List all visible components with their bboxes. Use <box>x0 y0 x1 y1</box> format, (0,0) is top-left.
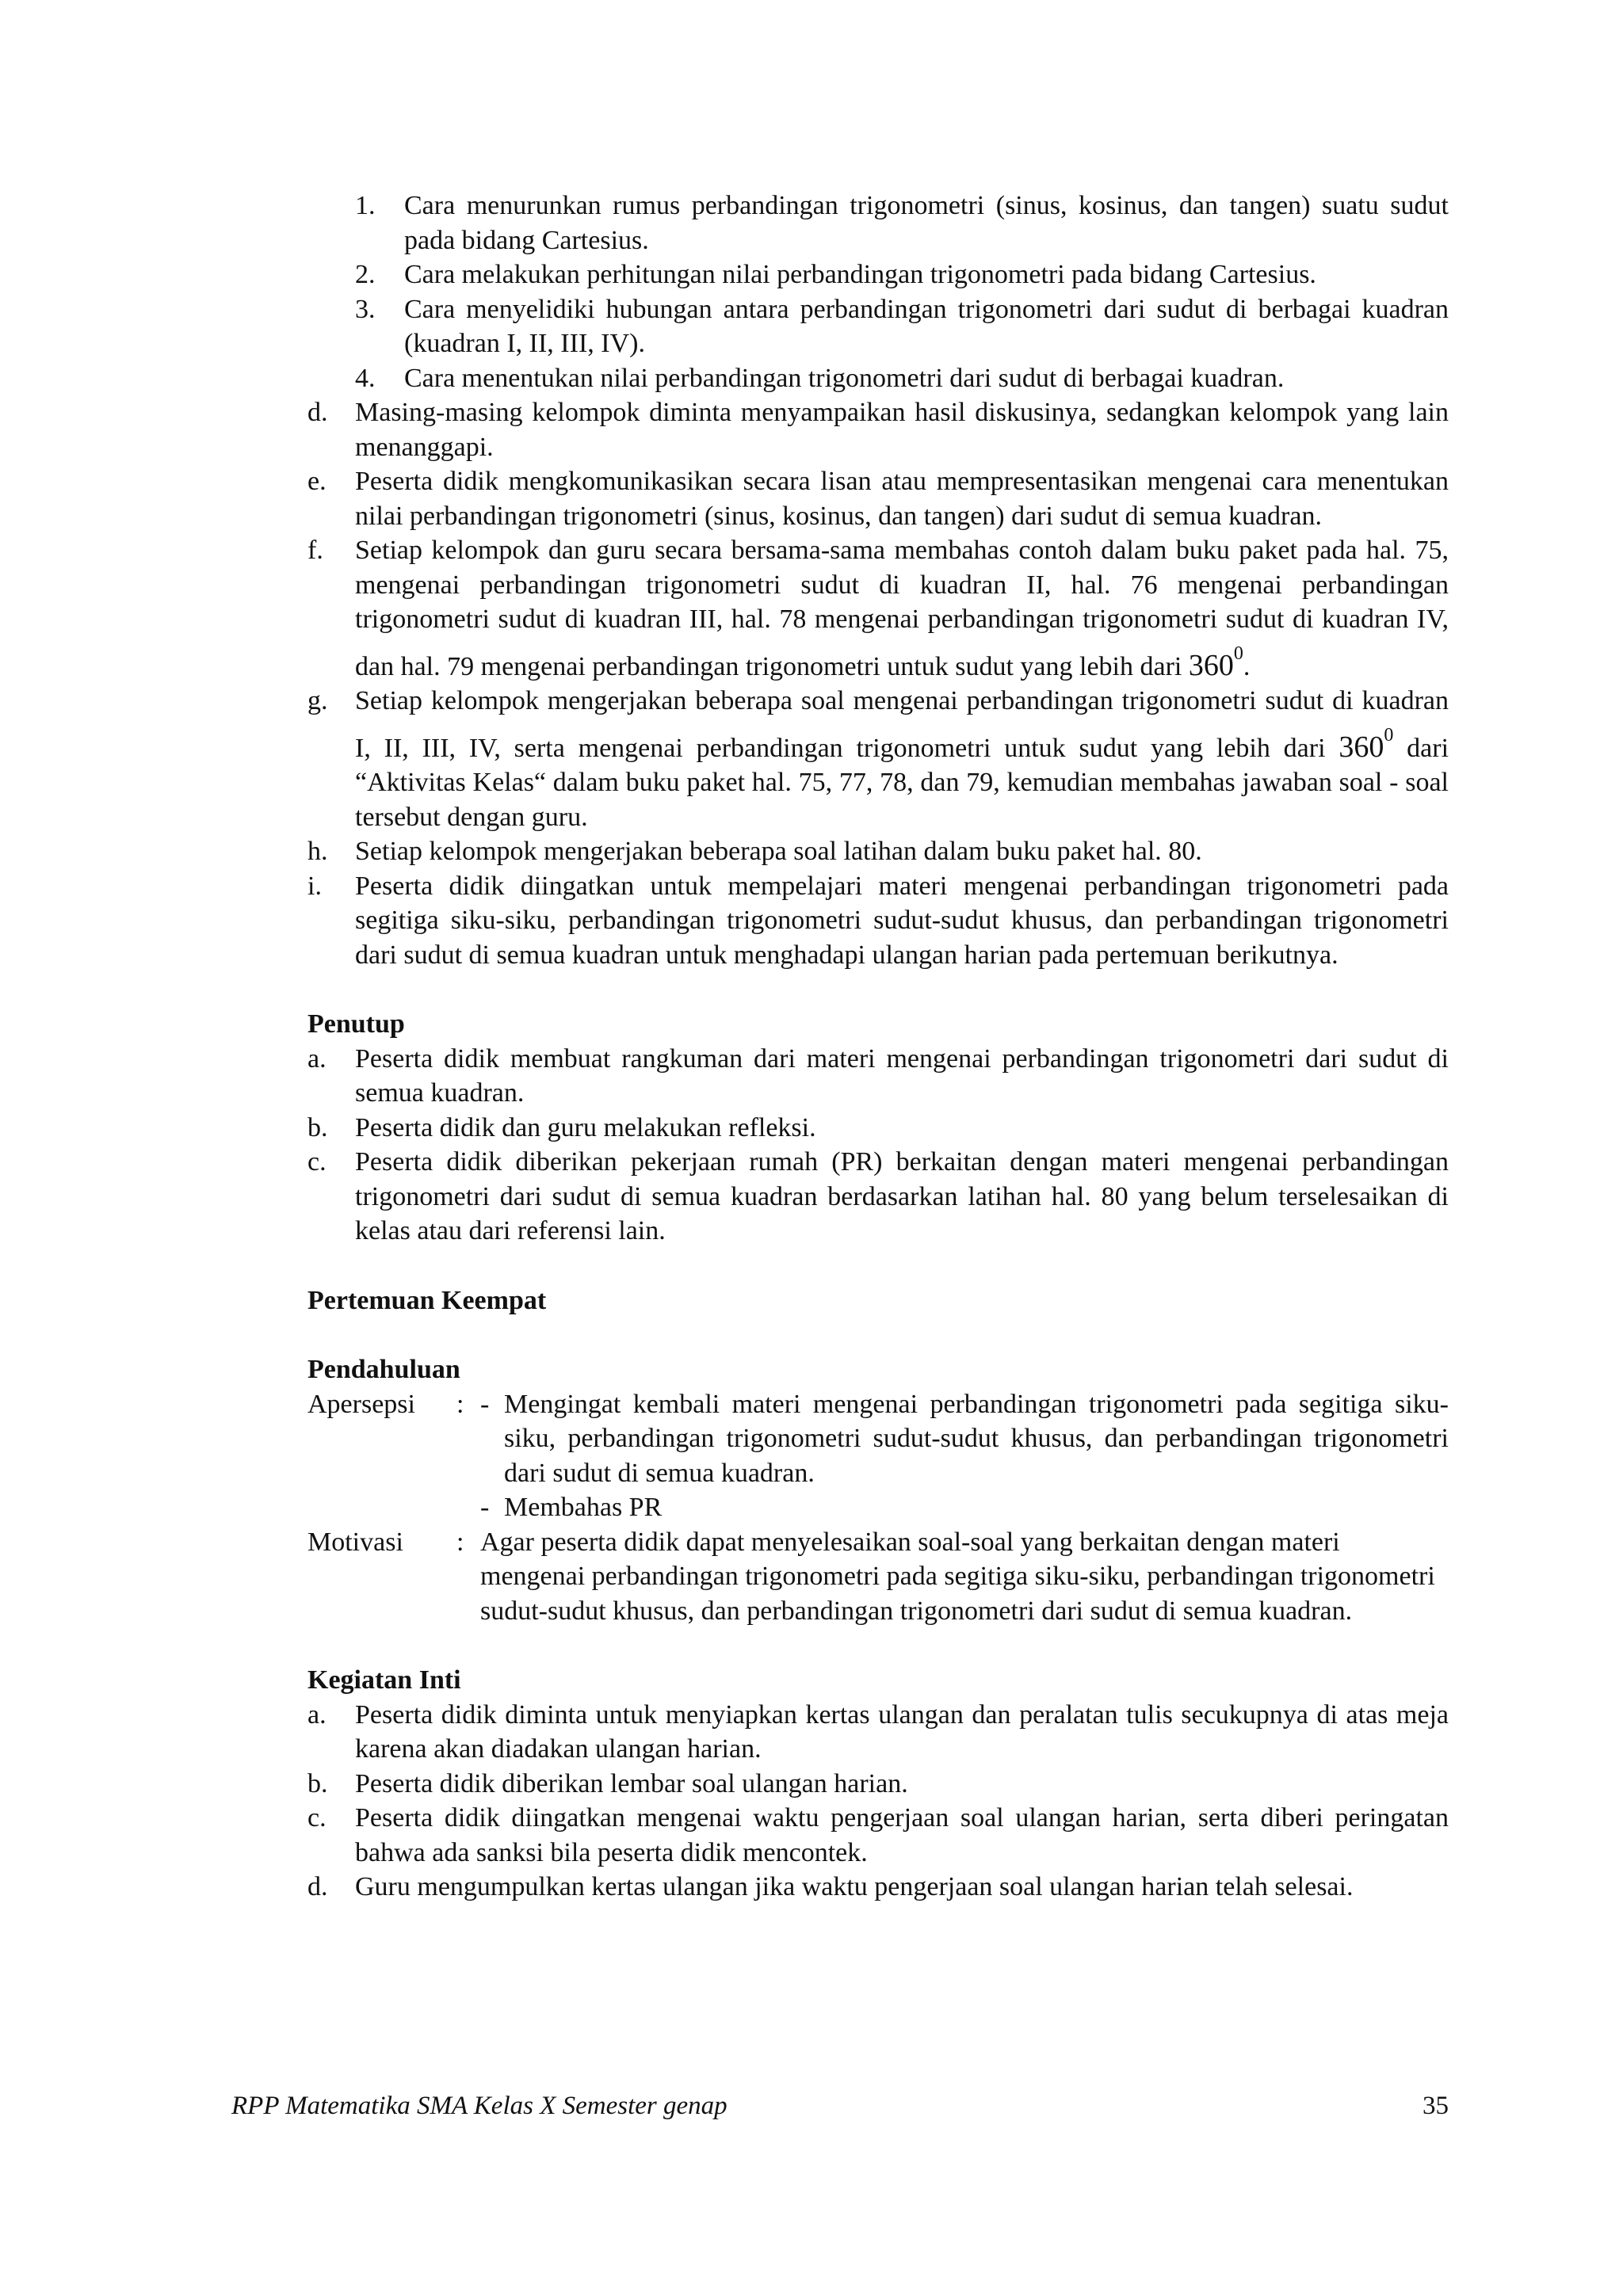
list-item <box>480 1387 1449 1491</box>
list-item-text <box>355 684 1449 834</box>
list-item <box>307 1698 1449 1767</box>
sentence-end: . <box>1243 651 1251 681</box>
list-item-text: Mengingat kembali materi mengenai perbandingan trigonometri pada segitiga siku-siku, perbandingan trigonometri sudut-sudut khusus, dan perbandingan trigonometri dari sudut di semua kuadran. <box>504 1389 1449 1488</box>
list-item <box>480 1490 1449 1525</box>
list-item-text: Peserta didik mengkomunikasikan secara lisan atau mempresentasikan mengenai cara menentukan nilai perbandingan trigonometri (sinus, kosinus, dan tangen) dari sudut di semua kuadran. <box>355 467 1449 531</box>
list-item <box>307 1767 1449 1802</box>
list-item-text: Guru mengumpulkan kertas ulangan jika waktu pengerjaan soal ulangan harian telah selesai. <box>355 1872 1354 1901</box>
list-item <box>307 834 1449 869</box>
degree-superscript: 0 <box>1233 643 1243 664</box>
list-item <box>307 1042 1449 1111</box>
apersepsi-row <box>307 1387 1449 1525</box>
list-letter: c. <box>307 1147 327 1177</box>
list-item-text: Membahas PR <box>504 1493 663 1522</box>
list-number: 4. <box>355 363 376 393</box>
list-item <box>355 189 1449 257</box>
lettered-list <box>307 395 1449 972</box>
list-item-text: Masing-masing kelompok diminta menyampaikan hasil diskusinya, sedangkan kelompok yang lain menanggapi. <box>355 398 1449 462</box>
list-item-text: Cara menurunkan rumus perbandingan trigonometri (sinus, kosinus, dan tangen) suatu sudut pada bidang Cartesius. <box>404 191 1449 255</box>
list-number: 3. <box>355 294 376 324</box>
list-item <box>355 292 1449 361</box>
section-heading-pendahuluan: Pendahuluan <box>307 1355 460 1384</box>
kegiatan-inti-list <box>307 1698 1449 1905</box>
dash-bullet: - <box>480 1389 490 1419</box>
list-letter: a. <box>307 1699 327 1730</box>
list-item-text-part-a: Setiap kelompok mengerjakan beberapa soal mengenai perbandingan trigonometri sudut di kuadran I, II, III, IV, serta mengenai perbandingan trigonometri untuk sudut yang lebih dari <box>355 686 1449 763</box>
colon: : <box>456 1389 464 1419</box>
list-item-text: Peserta didik diingatkan untuk mempelajari materi mengenai perbandingan trigonometri pada segitiga siku-siku, perbandingan trigonometri sudut-sudut khusus, dan perbandingan trigonometri dari sudut di semua kuadran untuk menghadapi ulangan harian pada pertemuan berikutnya. <box>355 871 1449 970</box>
list-letter: c. <box>307 1803 327 1833</box>
list-item-text: Peserta didik membuat rangkuman dari materi mengenai perbandingan trigonometri dari sudut di semua kuadran. <box>355 1043 1449 1108</box>
colon: : <box>456 1527 464 1557</box>
list-item <box>307 464 1449 533</box>
document-page <box>307 189 1449 1905</box>
numbered-list <box>355 189 1449 395</box>
list-item <box>307 1801 1449 1870</box>
page-footer <box>231 2092 1449 2121</box>
apersepsi-label: Apersepsi <box>307 1389 415 1419</box>
list-item-text: Cara menentukan nilai perbandingan trigonometri dari sudut di berbagai kuadran. <box>404 363 1285 393</box>
motivasi-row <box>307 1525 1449 1629</box>
list-item-text: Peserta didik dan guru melakukan refleksi. <box>355 1112 816 1142</box>
section-heading-penutup: Penutup <box>307 1009 405 1039</box>
list-item-text: Peserta didik diingatkan mengenai waktu pengerjaan soal ulangan harian, serta diberi peringatan bahwa ada sanksi bila peserta didik mencontek. <box>355 1803 1449 1867</box>
list-item <box>355 361 1449 396</box>
list-item-text: Cara melakukan perhitungan nilai perbandingan trigonometri pada bidang Cartesius. <box>404 260 1316 289</box>
list-item <box>307 1111 1449 1146</box>
list-letter: d. <box>307 398 328 427</box>
list-item <box>355 257 1449 292</box>
list-item-text: Peserta didik diminta untuk menyiapkan kertas ulangan dan peralatan tulis secukupnya di atas meja karena akan diadakan ulangan harian. <box>355 1699 1449 1764</box>
list-item-text-main: Setiap kelompok dan guru secara bersama-sama membahas contoh dalam buku paket pada hal. 75, mengenai perbandingan trigonometri sudut di kuadran II, hal. 76 mengenai perbandingan trigonometri sudut di kuadran III, hal. 78 mengenai perbandingan trigonometri sudut di kuadran IV, dan hal. 79 mengenai perbandingan trigonometri untuk sudut yang lebih dari <box>355 536 1449 681</box>
section-heading-pertemuan-keempat: Pertemuan Keempat <box>307 1285 547 1315</box>
list-item-text: Setiap kelompok mengerjakan beberapa soal latihan dalam buku paket hal. 80. <box>355 837 1202 866</box>
list-letter: a. <box>307 1043 327 1074</box>
list-item <box>307 869 1449 973</box>
list-item-text-part-b: dari “Aktivitas Kelas“ dalam buku paket hal. 75, 77, 78, dan 79, kemudian membahas jawaban soal - soal tersebut dengan guru. <box>355 733 1449 832</box>
list-number: 1. <box>355 191 376 220</box>
list-number: 2. <box>355 260 376 289</box>
list-item-text: Peserta didik diberikan pekerjaan rumah (PR) berkaitan dengan materi mengenai perbandingan trigonometri dari sudut di semua kuadran berdasarkan latihan hal. 80 yang belum terselesaikan di kelas atau dari referensi lain. <box>355 1147 1449 1245</box>
degree-value <box>1338 724 1394 764</box>
motivasi-label: Motivasi <box>307 1527 403 1557</box>
degree-number: 360 <box>1188 648 1234 682</box>
list-item-text: Peserta didik diberikan lembar soal ulangan harian. <box>355 1768 908 1798</box>
dash-bullet: - <box>480 1493 490 1522</box>
list-letter: g. <box>307 686 328 715</box>
section-heading-kegiatan-inti: Kegiatan Inti <box>307 1665 461 1695</box>
list-item <box>307 533 1449 684</box>
penutup-list <box>307 1042 1449 1249</box>
apersepsi-items <box>480 1387 1449 1525</box>
list-item <box>307 1870 1449 1905</box>
page-number: 35 <box>1423 2092 1449 2120</box>
motivasi-text: Agar peserta didik dapat menyelesaikan soal-soal yang berkaitan dengan materi mengenai perbandingan trigonometri pada segitiga siku-siku, perbandingan trigonometri sudut-sudut khusus, dan perbandingan trigonometri dari sudut di semua kuadran. <box>480 1527 1435 1626</box>
degree-superscript: 0 <box>1384 724 1394 746</box>
list-item <box>307 1145 1449 1249</box>
list-item <box>307 395 1449 464</box>
list-letter: b. <box>307 1768 328 1798</box>
list-item <box>307 684 1449 834</box>
degree-number: 360 <box>1338 730 1384 764</box>
list-letter: e. <box>307 467 327 496</box>
list-item-text <box>355 533 1449 684</box>
list-letter: d. <box>307 1872 328 1901</box>
list-letter: f. <box>307 536 323 565</box>
list-letter: i. <box>307 871 322 901</box>
list-letter: h. <box>307 837 328 866</box>
list-letter: b. <box>307 1112 328 1142</box>
degree-value <box>1188 643 1243 682</box>
list-item-text: Cara menyelidiki hubungan antara perbandingan trigonometri dari sudut di berbagai kuadran (kuadran I, II, III, IV). <box>404 294 1449 358</box>
footer-title: RPP Matematika SMA Kelas X Semester genap <box>231 2092 727 2120</box>
